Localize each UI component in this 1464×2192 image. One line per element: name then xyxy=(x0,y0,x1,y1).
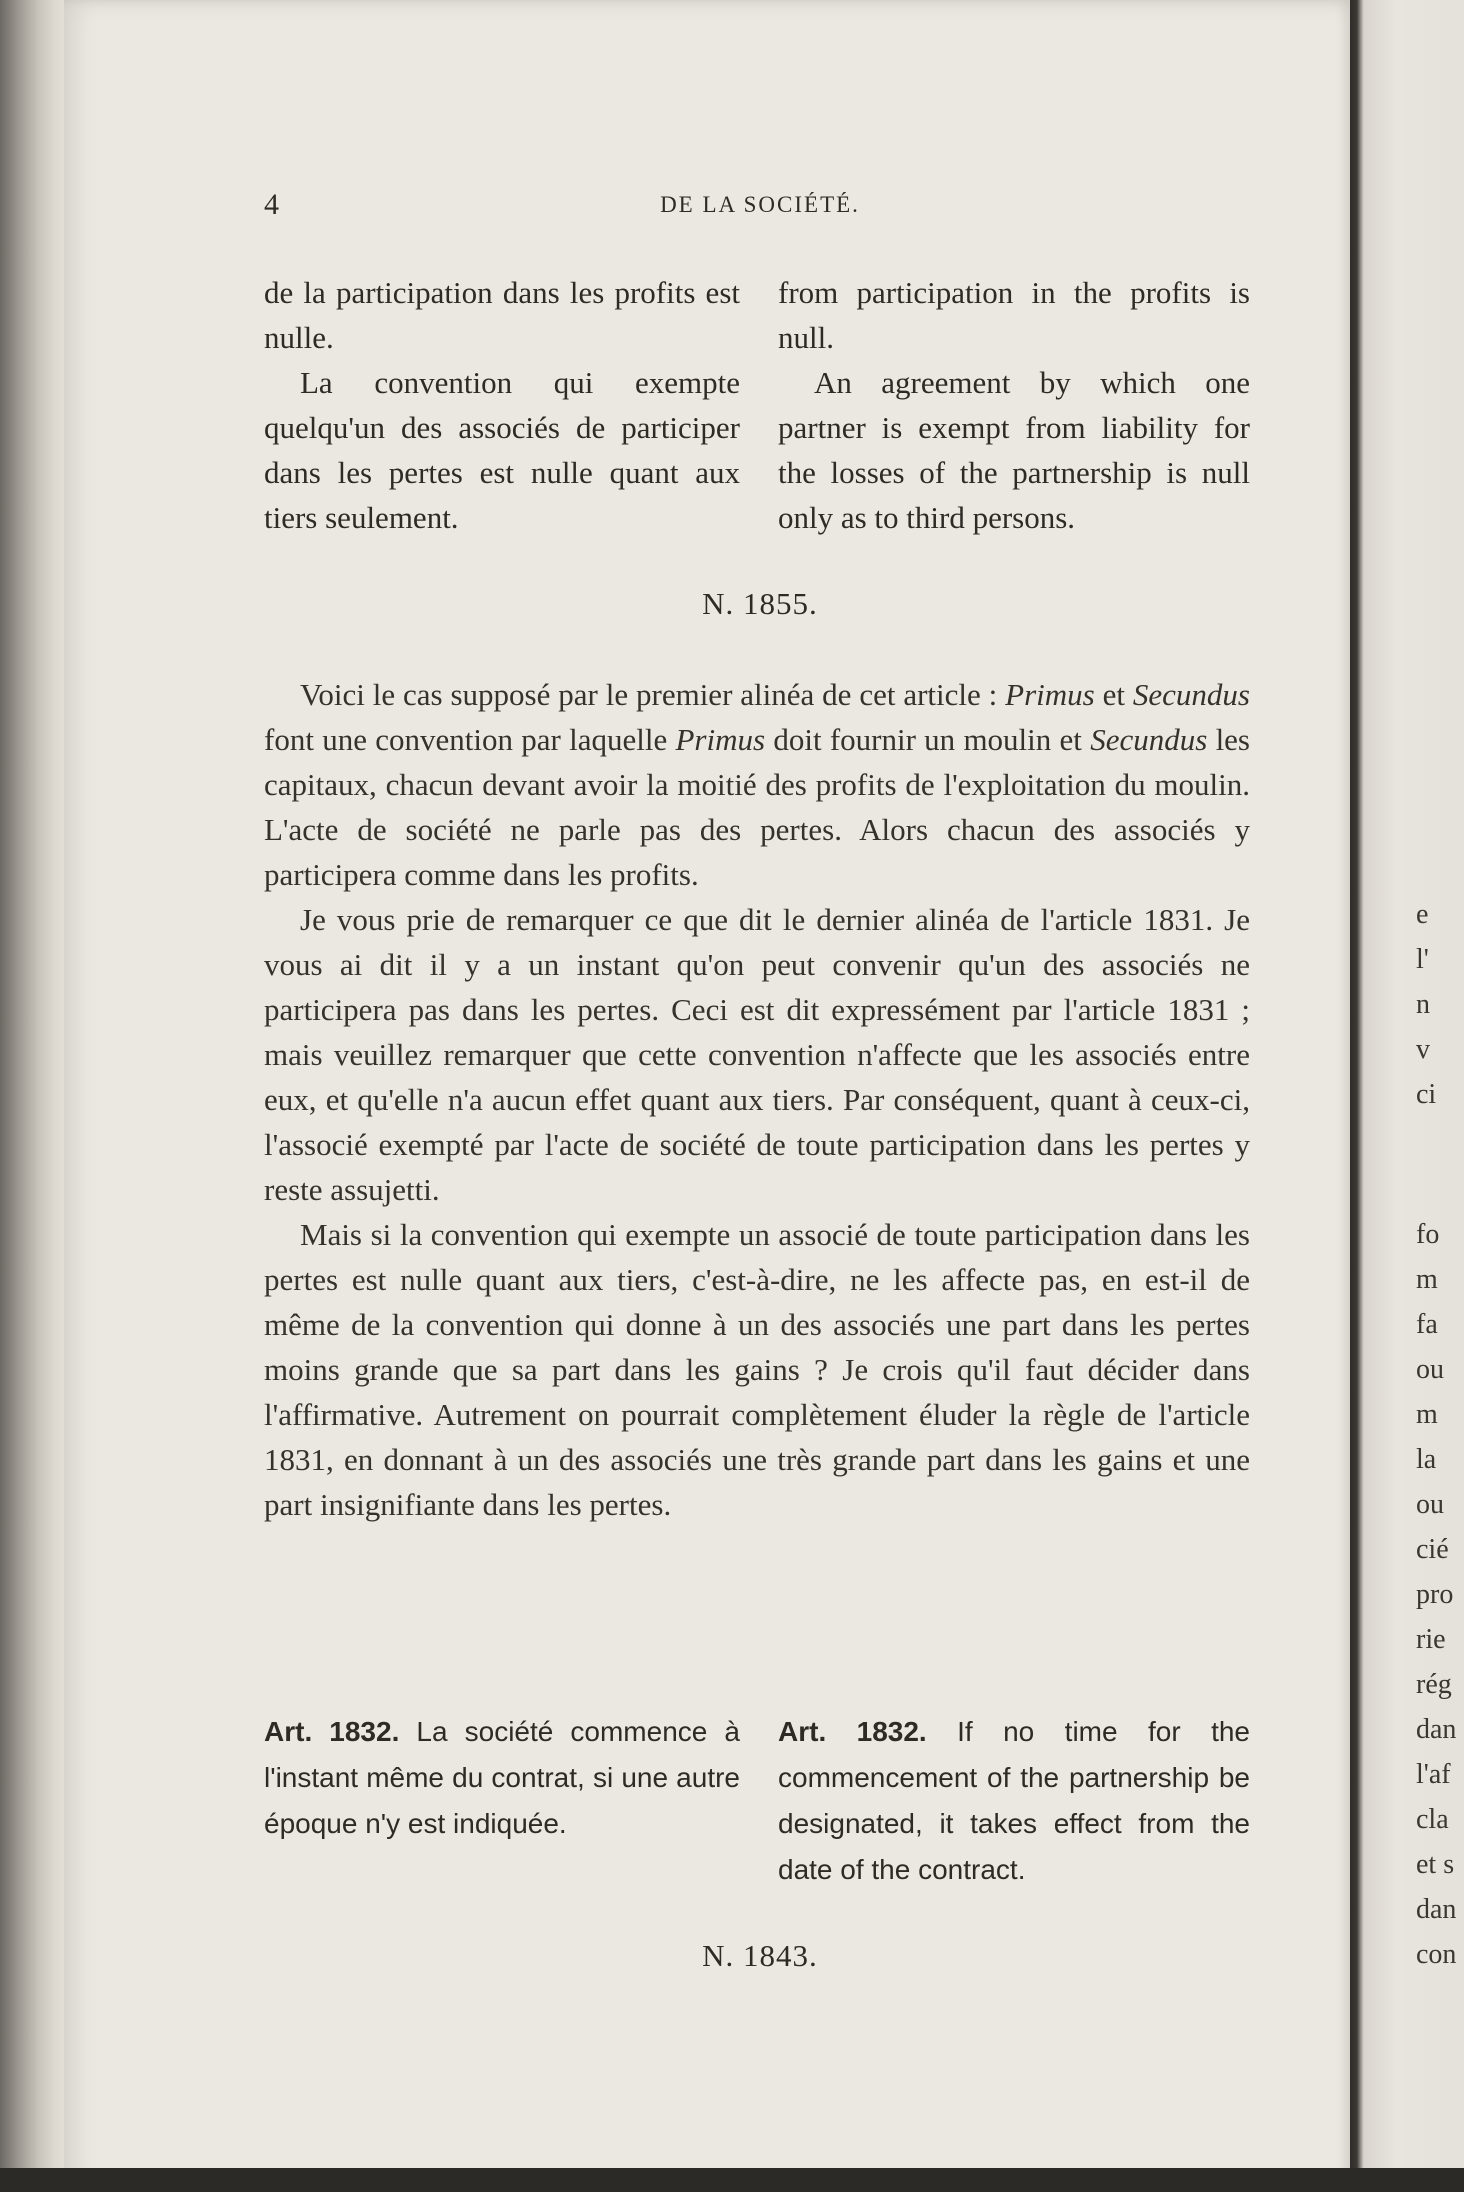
english-paragraph: An agreement by which one partner is exempt from liability for the losses of the partnership is null only as to third persons. xyxy=(778,365,1250,535)
article-1832-french xyxy=(264,1708,740,1846)
reference-n-1843: N. 1843. xyxy=(702,1938,818,1973)
facing-page-fragments-lower: fo m fa ou m la ou cié pro rie rég dan l'af cla et s dan con xyxy=(1416,1219,1457,1970)
french-paragraph: La convention qui exempte quelqu'un des associés de participer dans les pertes est nulle quant aux tiers seulement. xyxy=(264,365,740,535)
commentary xyxy=(264,672,1250,1527)
french-paragraph: de la participation dans les profits est nulle. xyxy=(264,275,740,355)
book-binding-edge xyxy=(0,0,70,2192)
page-number: 4 xyxy=(264,188,279,221)
running-title: DE LA SOCIÉTÉ. xyxy=(660,192,860,217)
running-head xyxy=(264,188,1256,222)
commentary-paragraph-1: Voici le cas supposé par le premier alinéa de cet article : Primus et Secundus font une convention par laquelle Primus doit fournir un moulin et Secundus les capitaux, chacun devant avoir la moitié des profits de l'exploitation du moulin. L'acte de société ne parle pas des pertes. Alors chacun des associés y participera comme dans les profits. xyxy=(264,677,1251,892)
commentary-paragraph-2: Je vous prie de remarquer ce que dit le dernier alinéa de l'article 1831. Je vous ai dit il y a un instant qu'on peut convenir qu'un des associés ne participera pas dans les pertes. Ceci est dit expressément par l'article 1831 ; mais veuillez remarquer que cette convention n'affecte que les associés entre eux, et qu'elle n'a aucun effet quant aux tiers. Par conséquent, quant à ceux-ci, l'associé exempté par l'acte de société de toute participation dans les pertes y reste assujetti. xyxy=(264,902,1250,1207)
article-text: La société commence à l'instant même du contrat, si une autre époque n'y est indiquée. xyxy=(264,1716,740,1839)
reference-n-1855: N. 1855. xyxy=(702,586,818,621)
article-label: Art. 1832. xyxy=(264,1716,400,1747)
article-text: If no time for the commencement of the partnership be designated, it takes effect from the date of the contract. xyxy=(778,1716,1250,1885)
facing-page-fragments-upper: e l' n v ci xyxy=(1416,899,1437,1110)
article-1831-french-column xyxy=(264,270,740,540)
commentary-paragraph-3: Mais si la convention qui exempte un associé de toute participation dans les pertes est nulle quant aux tiers, c'est-à-dire, ne les affecte pas, en est-il de même de la convention qui donne à un des associés une part dans les pertes moins grande que sa part dans les gains ? Je crois qu'il faut décider dans l'affirmative. Autrement on pourrait complètement éluder la règle de l'article 1831, en donnant à un des associés une très grande part dans les gains et une part insignifiante dans les pertes. xyxy=(264,1217,1250,1522)
english-paragraph: from participation in the profits is null. xyxy=(778,275,1250,355)
scan-bottom-border xyxy=(0,2168,1464,2192)
article-1832-english xyxy=(778,1708,1250,1892)
article-1831-english-column xyxy=(778,270,1250,540)
article-label: Art. 1832. xyxy=(778,1716,927,1747)
